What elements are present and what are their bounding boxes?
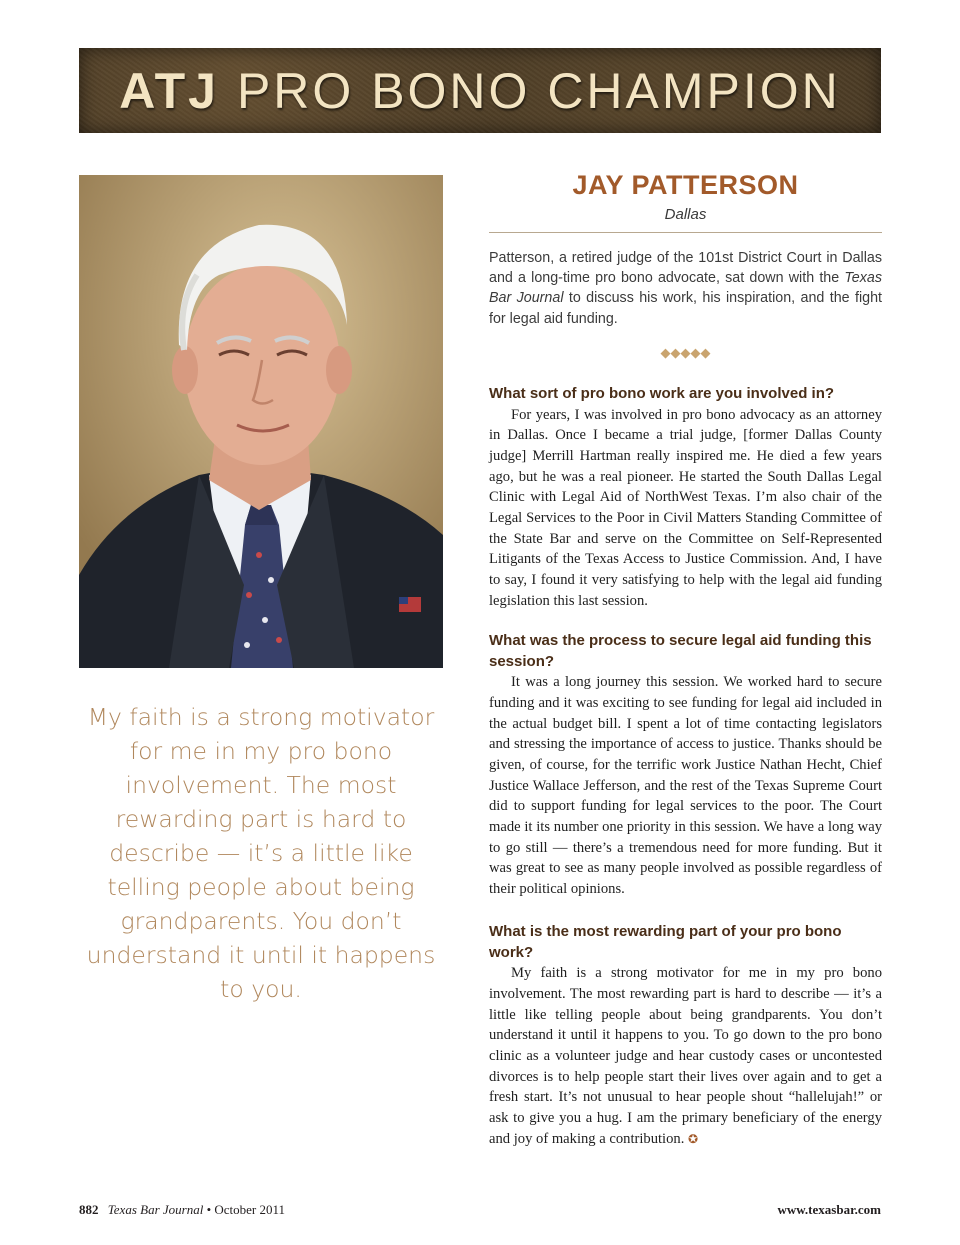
page-footer (79, 1202, 881, 1220)
pull-quote: My faith is a strong motivator for me in my pro bono involvement. The most rewarding part is hard to describe — it’s a little like telling people about being grandparents. You don’t understand it until it happens to you. (86, 703, 436, 1003)
qa-section (489, 922, 882, 1164)
page-number: 882 (79, 1202, 99, 1217)
portrait-photo (79, 175, 443, 668)
answer-text: My faith is a strong motivator for me in my pro bono involvement. The most rewarding part is hard to describe — it’s a little like telling people about being grandparents. You don’t understand it until it happens to you. To go down to the pro bono clinic as a volunteer judge and hear custody cases or uncontested divorces is to help people start their lives over again and to get a fresh start. It’s not unusual to hear people shout “hallelujah!” or ask to give you a hug. I am the primary beneficiary of the energy and joy of making a contribution. (489, 965, 882, 1147)
answer-paragraph: For years, I was involved in pro bono advocacy as an attorney in Dallas. Once I became a trial judge, [former Dallas County judge] Merrill Hartman really inspired me. He died a few years ago, but he was a real pioneer. He started the South Dallas Legal Clinic with Legal Aid of NorthWest Texas. I’m also chair of the Legal Services to the Poor in Civil Matters Standing Committee of the State Bar and serve on the Committee on Self-Represented Litigants of the Texas Access to Justice Commission. And, I have to say, I found it very satisfying to help with the legal aid funding legislation this last session. (489, 406, 882, 609)
intro-text-end: to discuss his work, his inspiration, and the fight for legal aid funding. (489, 290, 882, 327)
end-mark-icon: ✪ (688, 1131, 699, 1146)
intro-text-start: Patterson, a retired judge of the 101st District Court in Dallas and a long-time pro bono advocate, sat down with the (489, 250, 882, 287)
banner-title (119, 62, 841, 119)
profile-city: Dallas (664, 206, 707, 223)
qa-section (489, 384, 882, 626)
intro-publication: Texas Bar Journal (489, 270, 882, 307)
qa-section (489, 631, 882, 914)
question-heading: What was the process to secure legal aid funding this session? (489, 632, 872, 670)
footer-left (79, 1202, 285, 1218)
diamond-separator: ◆◆◆◆◆ (660, 345, 711, 360)
profile-name: JAY PATTERSON (572, 170, 799, 200)
question-heading: What is the most rewarding part of your pro bono work? (489, 923, 842, 961)
footer-bullet: • (206, 1202, 212, 1217)
banner-title-rest: PRO BONO CHAMPION (236, 62, 841, 119)
portrait-illustration (79, 175, 443, 668)
intro-paragraph (489, 248, 882, 329)
banner-title-strong: ATJ (119, 62, 219, 119)
answer-paragraph (489, 963, 882, 1149)
footer-publication: Texas Bar Journal (107, 1202, 204, 1217)
answer-paragraph: It was a long journey this session. We worked hard to secure funding and it was exciting to see funding for legal aid included in the actual budget bill. I spent a lot of time contacting legislators and stressing the importance of access to justice. Thanks should be given, of course, for the terrific work Justice Nathan Hecht, Chief Justice Wallace Jefferson, and the rest of the Texas Supreme Court did to support funding for legal services to the poor. The Court made it its number one priority in this session. We have a long way to go still — there’s a tremendous need for more funding. But it was great to see as many people involved as possible regardless of their political opinions. (489, 674, 882, 897)
footer-url-link[interactable]: www.texasbar.com (777, 1202, 881, 1217)
footer-date: October 2011 (214, 1202, 286, 1217)
header-divider (489, 232, 882, 233)
question-heading: What sort of pro bono work are you involved in? (489, 385, 835, 402)
header-banner (79, 48, 881, 133)
